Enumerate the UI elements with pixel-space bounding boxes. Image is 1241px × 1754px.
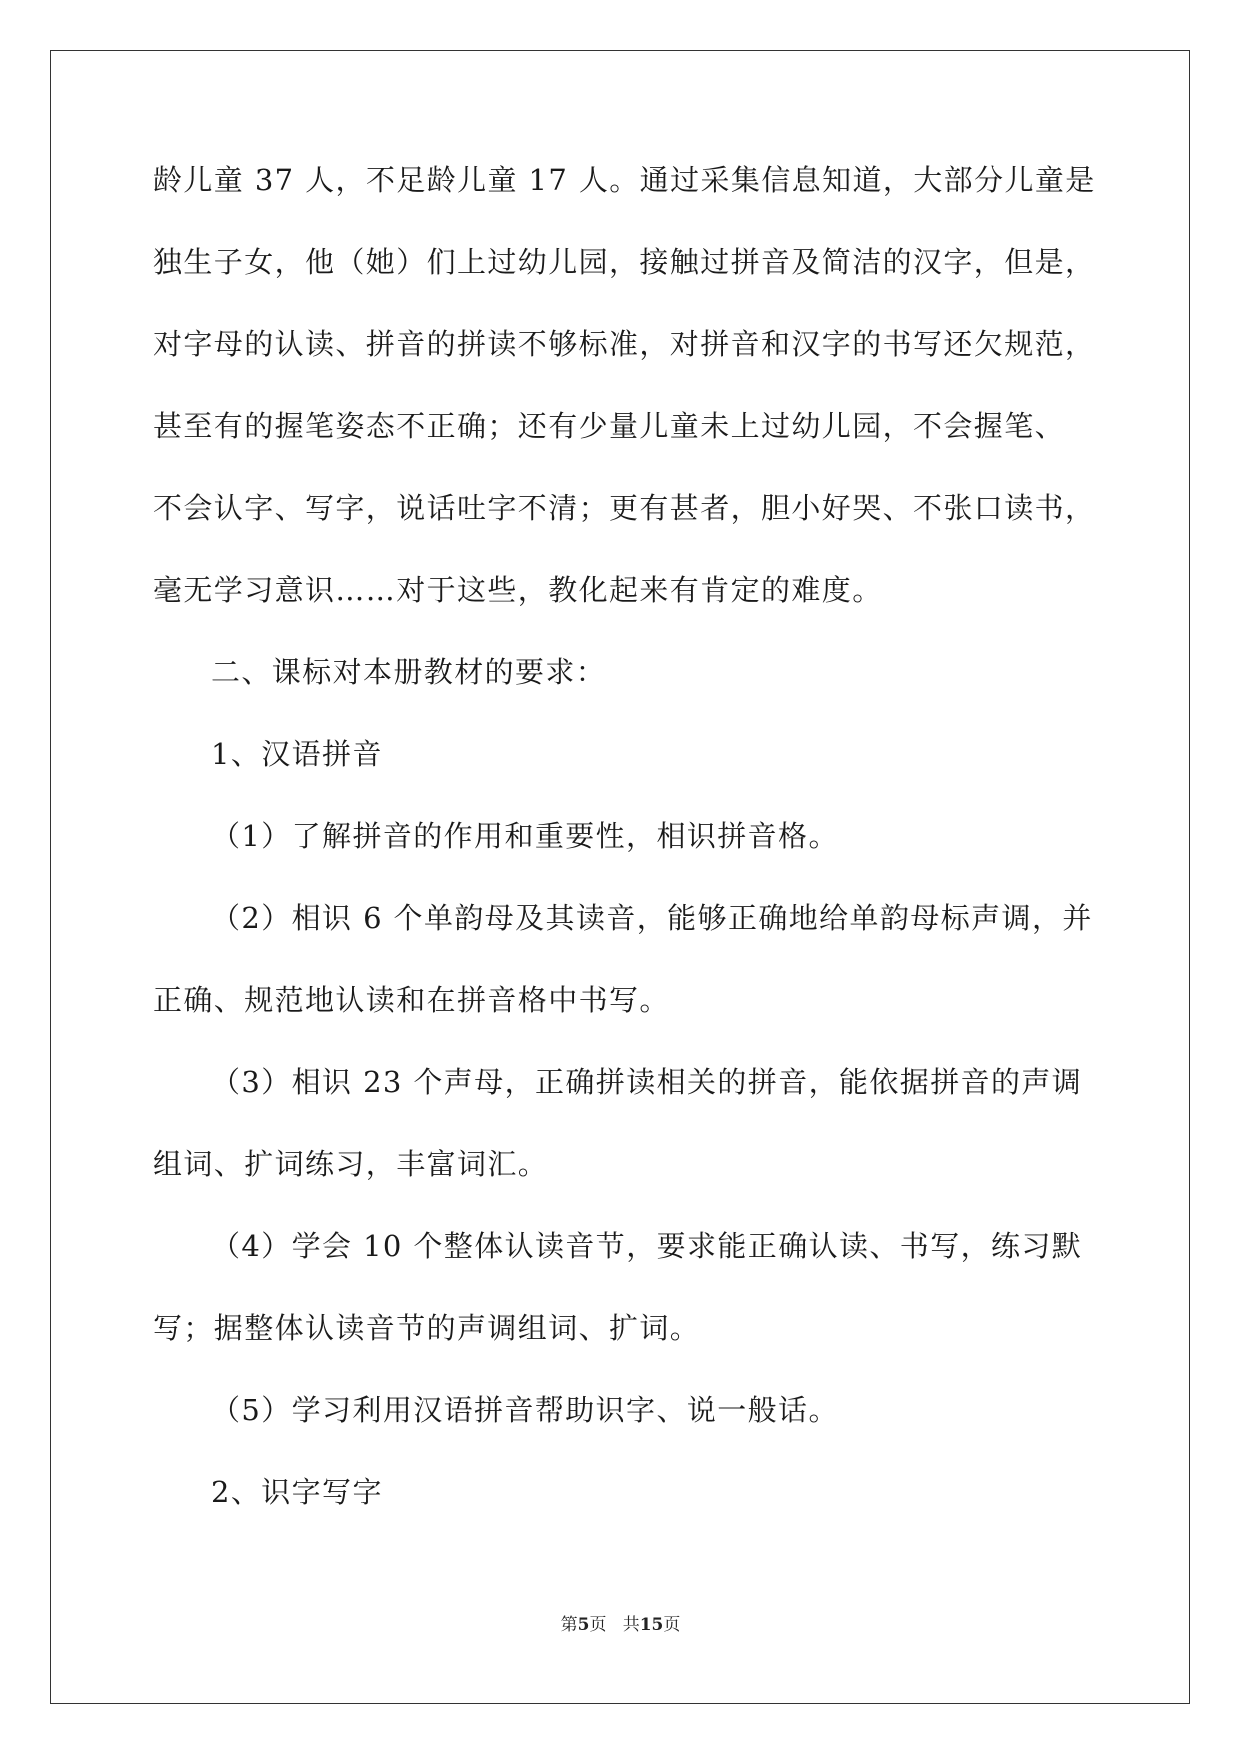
text-line: 龄儿童 37 人，不足龄儿童 17 人。通过采集信息知道，大部分儿童是: [153, 163, 1096, 197]
page-prefix: 第: [560, 1615, 578, 1635]
text-line: 甚至有的握笔姿态不正确；还有少量儿童未上过幼儿园，不会握笔、: [153, 409, 1066, 443]
text-line: 毫无学习意识……对于这些，教化起来有肯定的难度。: [153, 573, 883, 607]
list-item-continuation: 写；据整体认读音节的声调组词、扩词。: [153, 1311, 701, 1345]
total-prefix: 共: [622, 1615, 640, 1635]
list-item-continuation: 组词、扩词练习，丰富词汇。: [153, 1147, 549, 1181]
subsection-heading: 1、汉语拼音: [211, 737, 383, 771]
page-number: 5: [577, 1615, 590, 1635]
subsection-heading: 2、识字写字: [211, 1475, 383, 1509]
total-suffix: 页: [663, 1615, 681, 1635]
list-item-continuation: 正确、规范地认读和在拼音格中书写。: [153, 983, 670, 1017]
text-line: 对字母的认读、拼音的拼读不够标准，对拼音和汉字的书写还欠规范，: [153, 327, 1096, 361]
page-suffix: 页: [589, 1615, 607, 1635]
text-line: 独生子女，他（她）们上过幼儿园，接触过拼音及简洁的汉字，但是，: [153, 245, 1096, 279]
list-item: （3）相识 23 个声母，正确拼读相关的拼音，能依据拼音的声调: [211, 1065, 1083, 1099]
total-pages: 15: [639, 1615, 664, 1635]
text-line: 不会认字、写字，说话吐字不清；更有甚者，胆小好哭、不张口读书，: [153, 491, 1096, 525]
page-border: [50, 50, 1190, 1704]
page-footer: [0, 1614, 1241, 1636]
list-item: （2）相识 6 个单韵母及其读音，能够正确地给单韵母标声调，并: [211, 901, 1093, 935]
section-heading: 二、课标对本册教材的要求：: [211, 655, 607, 689]
list-item: （5）学习利用汉语拼音帮助识字、说一般话。: [211, 1393, 839, 1427]
list-item: （1）了解拼音的作用和重要性，相识拼音格。: [211, 819, 839, 853]
list-item: （4）学会 10 个整体认读音节，要求能正确认读、书写，练习默: [211, 1229, 1083, 1263]
